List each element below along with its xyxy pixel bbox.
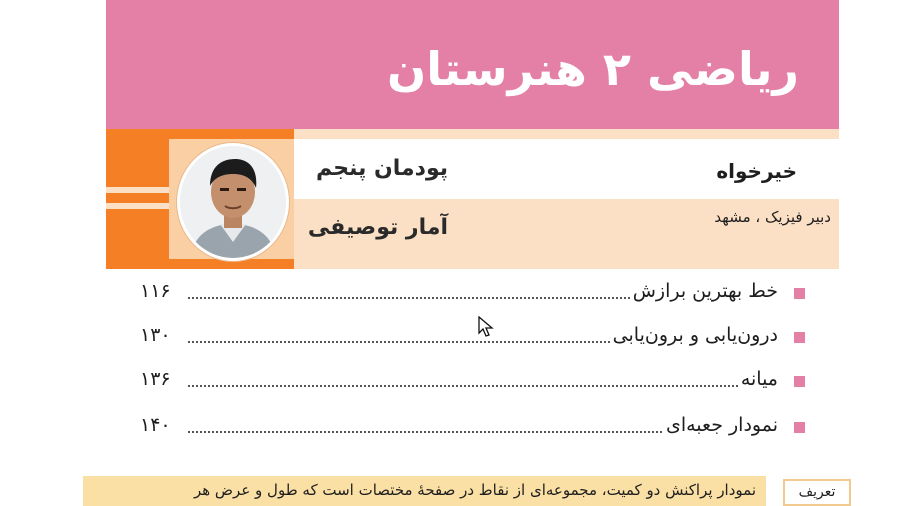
square-bullet-icon: [794, 376, 805, 387]
toc-page-number: ۱۴۰: [140, 414, 171, 436]
toc-item[interactable]: [140, 413, 805, 441]
square-bullet-icon: [794, 422, 805, 433]
author-photo: [177, 143, 289, 261]
book-title: ریاضی ۲ هنرستان: [387, 42, 799, 96]
square-bullet-icon: [794, 288, 805, 299]
definition-text: نمودار پراکنش دو کمیت، مجموعه‌ای از نقاط در صفحهٔ مختصات است که طول و عرض هر: [193, 481, 756, 499]
decorative-stripe: [106, 187, 169, 193]
toc-item-title: درون‌یابی و برون‌یابی: [612, 324, 778, 346]
definition-label: تعریف: [783, 479, 851, 506]
header-band: [106, 129, 839, 269]
toc-item-title: خط بهترین برازش: [632, 280, 778, 302]
toc-page-number: ۱۳۰: [140, 324, 171, 346]
toc-item[interactable]: [140, 279, 805, 307]
toc-item[interactable]: [140, 323, 805, 351]
mouse-pointer-icon: [478, 316, 494, 338]
definition-bar: [83, 476, 766, 506]
toc-page-number: ۱۱۶: [140, 280, 171, 302]
title-banner: [106, 0, 839, 129]
toc-item-title: میانه: [740, 368, 778, 390]
decorative-stripe: [106, 203, 169, 209]
square-bullet-icon: [794, 332, 805, 343]
author-role: دبیر فیزیک ، مشهد: [714, 208, 831, 226]
module-subtitle: آمار توصیفی: [307, 215, 448, 240]
toc-item-title: نمودار جعبه‌ای: [665, 414, 778, 436]
person-photo-icon: [180, 146, 286, 258]
leader-dots: [188, 385, 778, 387]
module-box: [294, 139, 454, 259]
module-label: پودمان پنجم: [315, 156, 448, 181]
toc-item[interactable]: [140, 367, 805, 395]
decorative-orange-block: [106, 129, 169, 269]
decorative-bar: [169, 129, 294, 139]
author-name: خیرخواه: [716, 159, 797, 183]
toc-page-number: ۱۳۶: [140, 368, 171, 390]
